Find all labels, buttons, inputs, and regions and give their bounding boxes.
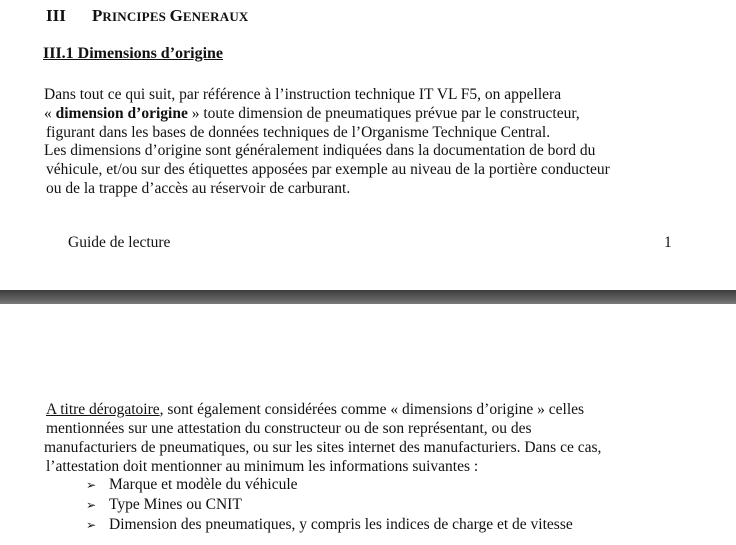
paragraph-line: Les dimensions d’origine sont généralement indiquées dans la documentation de bord du	[44, 142, 596, 159]
page-number: 1	[664, 234, 672, 251]
paragraph-derogation	[44, 400, 601, 476]
paragraph-line: ou de la trappe d’accès au réservoir de carburant.	[46, 180, 351, 197]
arrow-bullet-icon: ➢	[86, 478, 97, 492]
paragraph-line	[44, 104, 580, 123]
list-item	[86, 515, 573, 535]
list-item-text: Type Mines ou CNIT	[109, 496, 242, 513]
document-page-2	[0, 304, 736, 545]
paragraph-line: l’attestation doit mentionner au minimum les informations suivantes :	[46, 458, 479, 475]
list-item-text: Dimension des pneumatiques, y compris les indices de charge et de vitesse	[109, 516, 573, 533]
defined-term: dimension d’origine	[55, 105, 188, 122]
arrow-bullet-icon: ➢	[86, 498, 97, 512]
paragraph-definition	[44, 85, 580, 142]
paragraph-line: manufacturiers de pneumatiques, ou sur les sites internet des manufacturiers. Dans ce cas,	[44, 439, 602, 456]
section-title-cap-1: P	[92, 6, 103, 25]
paragraph-line: mentionnées sur une attestation du constructeur ou de son représentant, ou des	[46, 420, 532, 437]
list-item	[86, 475, 573, 495]
arrow-bullet-icon: ➢	[86, 518, 97, 532]
list-item	[86, 495, 573, 515]
list-item-text: Marque et modèle du véhicule	[109, 476, 298, 493]
page-separator	[0, 290, 736, 304]
section-number: III	[46, 6, 66, 25]
paragraph-line: Dans tout ce qui suit, par référence à l’instruction technique IT VL F5, on appellera	[44, 86, 562, 103]
paragraph-line: figurant dans les bases de données techniques de l’Organisme Technique Central.	[46, 124, 551, 141]
footer-title: Guide de lecture	[68, 234, 171, 251]
paragraph-text: , sont également considérées comme « dimensions d’origine » celles	[159, 401, 585, 418]
quote-open: «	[44, 105, 56, 122]
required-info-list	[86, 475, 573, 535]
section-title-rest-1: RINCIPES	[102, 9, 170, 24]
subsection-heading: III.1 Dimensions d’origine	[43, 45, 224, 62]
section-title-rest-2: ENERAUX	[182, 9, 249, 24]
paragraph-location	[44, 141, 610, 198]
paragraph-line	[44, 400, 601, 419]
paragraph-line: véhicule, et/ou sur des étiquettes apposées par exemple au niveau de la portière conducteur	[46, 161, 610, 178]
paragraph-text: » toute dimension de pneumatiques prévue par le constructeur,	[187, 105, 580, 122]
section-title-cap-2: G	[169, 6, 183, 25]
section-heading	[46, 6, 249, 26]
derogation-label: A titre dérogatoire	[46, 401, 160, 418]
